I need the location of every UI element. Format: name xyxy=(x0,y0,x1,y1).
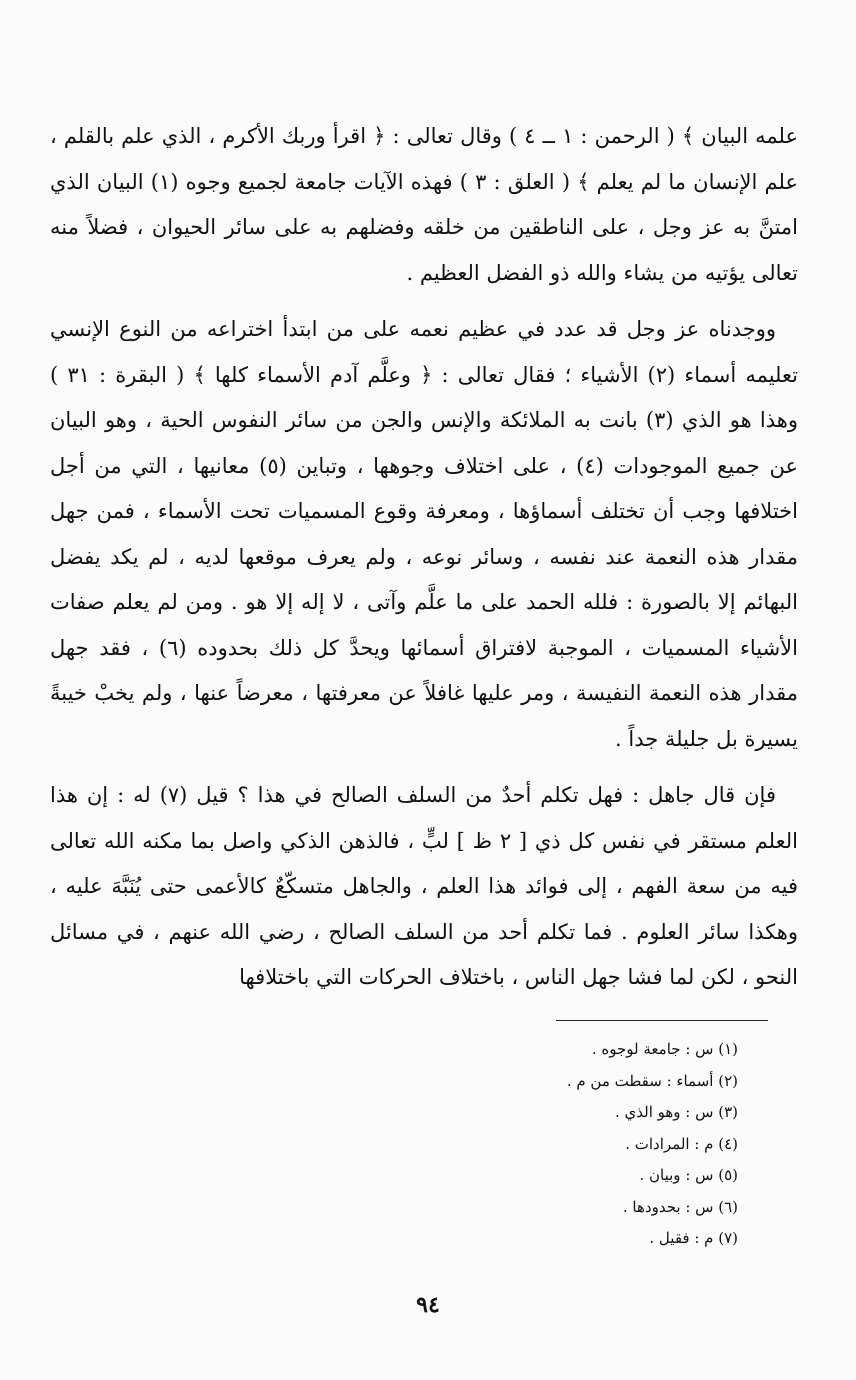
paragraph-2: ووجدناه عز وجل قد عدد في عظيم نعمه على من ابتدأ اختراعه من النوع الإنسي تعليمه أسماء (٢) الأشياء ؛ فقال تعالى : ﴿ وعلَّم آدم الأسماء كلها ﴾ ( البقرة : ٣١ ) وهذا هو الذي (٣) بانت به الملائكة والإنس والجن من سائر النفوس الحية ، وهو البيان عن جميع الموجودات (٤) ، على اختلاف وجوهها ، وتباين (٥) معانيها ، التي من أجل اختلافها وجب أن تختلف أسماؤها ، ومعرفة وقوع المسميات تحت الأسماء ، فمن جهل مقدار هذه النعمة عند نفسه ، وسائر نوعه ، ولم يعرف موقعها لديه ، لم يكد يفضل البهائم إلا بالصورة : فلله الحمد على ما علَّم وآتى ، لا إله إلا هو . ومن لم يعلم صفات الأشياء المسميات ، الموجبة لافتراق أسمائها ويحدَّ كل ذلك بحدوده (٦) ، فقد جهل مقدار هذه النعمة النفيسة ، ومر عليها غافلاً عن معرفتها ، معرضاً عنها ، ولم يخبْ خيبةً يسيرة بل جليلة جداً . xyxy=(50,317,798,751)
paragraph-3: فإن قال جاهل : فهل تكلم أحدٌ من السلف الصالح في هذا ؟ قيل (٧) له : إن هذا العلم مستقر في نفس كل ذي [ ٢ ظ ] لبٍّ ، فالذهن الذكي واصل بما مكنه الله تعالى فيه من سعة الفهم ، إلى فوائد هذا العلم ، والجاهل متسكّعٌ كالأعمى حتى يُنَبَّهَ عليه ، وهكذا سائر العلوم . فما تكلم أحد من السلف الصالح ، رضي الله عنهم ، في مسائل النحو ، لكن لما فشا جهل الناس ، باختلاف الحركات التي باختلافها xyxy=(50,783,798,989)
footnote-divider xyxy=(556,1020,768,1021)
footnote-item: (٢) أسماء : سقطت من م . xyxy=(566,1071,738,1090)
footnote-item: (٥) س : وبيان . xyxy=(639,1166,738,1184)
footnote-item: (٦) س : بحدودها . xyxy=(622,1197,738,1216)
footnote-item: (٤) م : المرادات . xyxy=(625,1134,738,1153)
footnote-item: (٣) س : وهو الذي . xyxy=(614,1103,738,1121)
main-text xyxy=(50,114,798,1012)
footnotes-list xyxy=(238,1034,738,1255)
footnote-item: (١) س : جامعة لوجوه . xyxy=(591,1040,738,1058)
page-number: ٩٤ xyxy=(416,1292,440,1318)
footnote-item: (٧) م : فقيل . xyxy=(649,1229,738,1247)
paragraph-1: علمه البيان ﴾ ( الرحمن : ١ ــ ٤ ) وقال تعالى : ﴿ اقرأ وربك الأكرم ، الذي علم بالقلم ، علم الإنسان ما لم يعلم ﴾ ( العلق : ٣ ) فهذه الآيات جامعة لجميع وجوه (١) البيان الذي امتنَّ به عز وجل ، على الناطقين من خلقه وفضلهم به على سائر الحيوان ، فضلاً منه تعالى يؤتيه من يشاء والله ذو الفضل العظيم . xyxy=(50,124,799,285)
